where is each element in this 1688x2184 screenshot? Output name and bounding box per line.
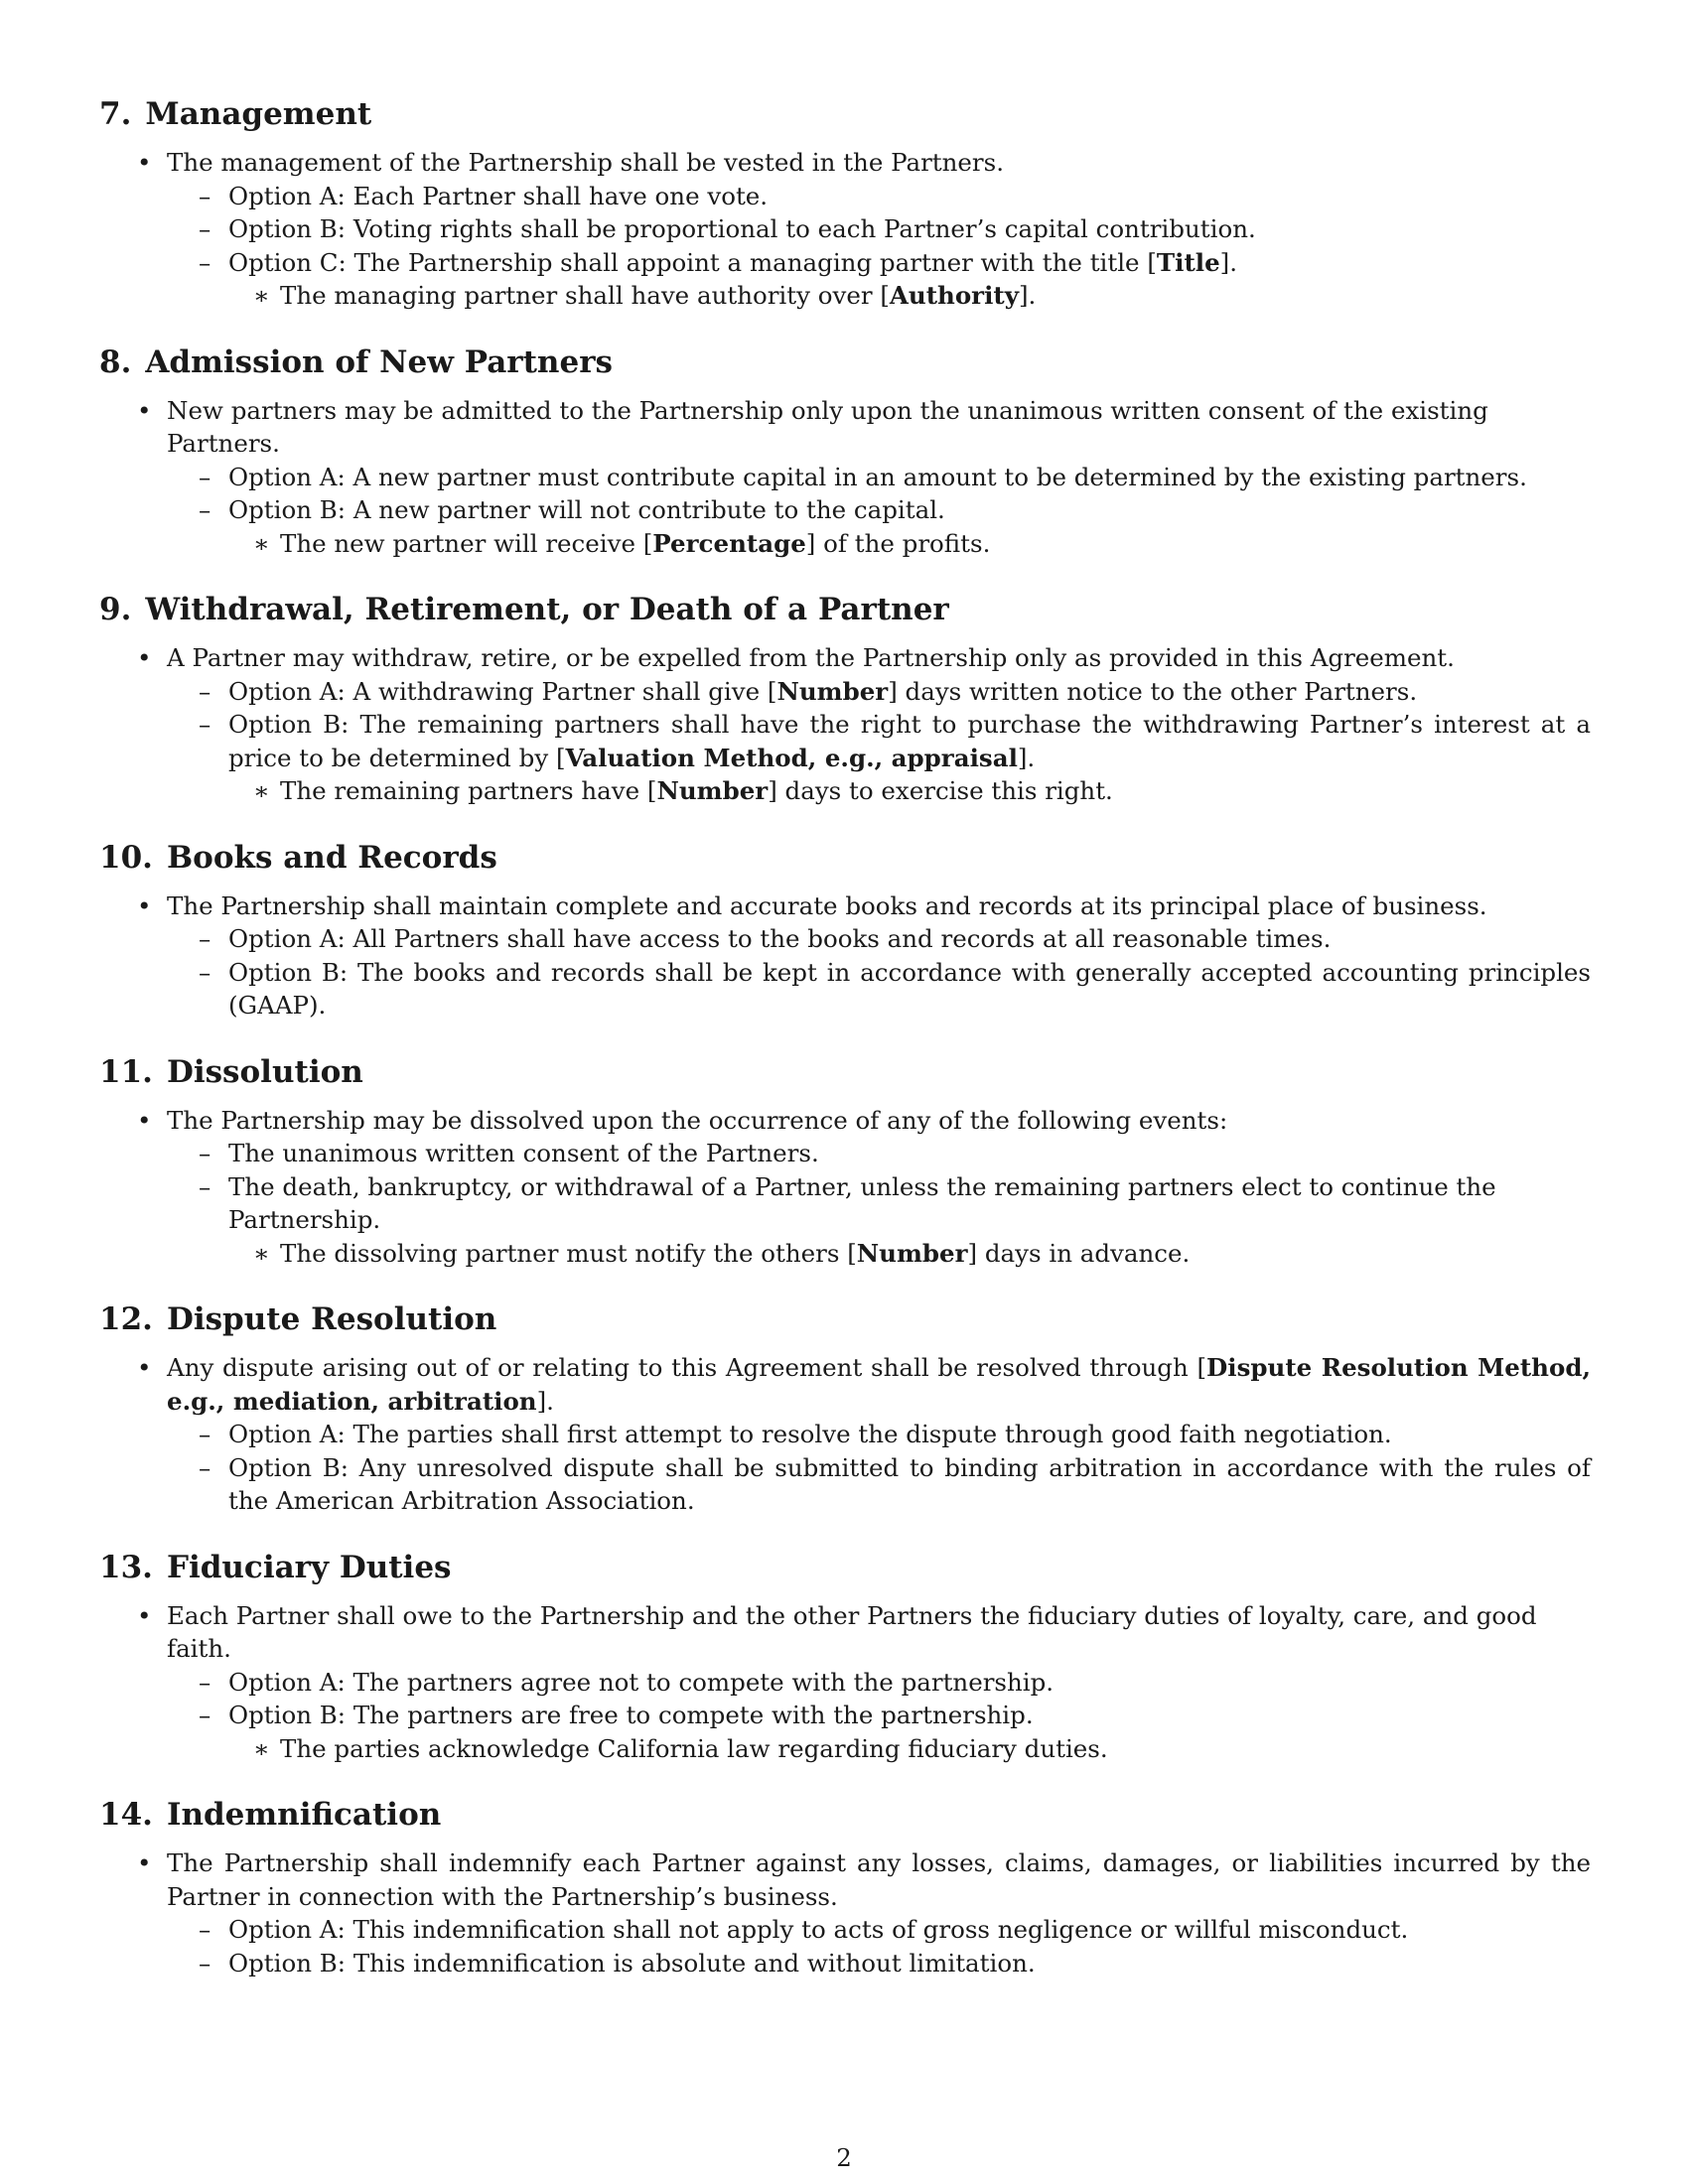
dash-marker: – [199,214,211,243]
section-title: Admission of New Partners [145,343,613,380]
item-text: Option A: The partners agree not to compete with the partnership. [228,1667,1055,1697]
placeholder-field: Dispute Resolution Method, e.g., mediation, arbitration [167,1353,1591,1416]
dash-marker: – [199,1171,211,1201]
item-text: Option A: Each Partner shall have one vote. [228,181,769,210]
placeholder-field: Title [1156,247,1220,277]
item-text: Option C: The Partnership shall appoint a managing partner with the title [ [228,247,1157,277]
section-heading [99,590,1591,629]
dash-marker: – [199,924,211,953]
item-text: The remaining partners have [ [280,776,657,805]
item-text: The Partnership shall maintain complete and accurate books and records at its principal place of business. [167,890,1487,920]
item-text: Option B: The books and records shall be kept in accordance with generally accepted accounting principles (GAAP). [228,957,1591,1020]
dash-marker: – [199,181,211,210]
section-heading [99,838,1591,878]
list-item [199,493,1591,527]
dash-marker: – [199,495,211,524]
item-text: Option B: Voting rights shall be proportional to each Partner’s capital contribution. [228,214,1256,243]
section-title: Management [145,96,372,132]
section-withdrawal [99,590,1591,808]
section-heading [99,94,1591,134]
list-item [199,461,1591,494]
item-text: ]. [1017,743,1036,772]
item-text: The death, bankruptcy, or withdrawal of a Partner, unless the remaining partners elect to continue the Partnership. [228,1171,1496,1234]
section-indemnification [99,1795,1591,1979]
item-text: ] of the profits. [805,528,991,558]
dash-marker: – [199,676,211,706]
section-fiduciary-duties [99,1548,1591,1766]
dash-marker: – [199,957,211,987]
list-item [253,1237,1591,1271]
section-title: Books and Records [166,839,497,876]
list-item [137,1846,1591,1913]
dash-marker: – [199,462,211,491]
dash-marker: – [199,710,211,739]
dash-marker: – [199,1420,211,1448]
list-item [253,279,1591,313]
dash-marker: – [199,1139,211,1167]
item-text: The Partnership shall indemnify each Partner against any losses, claims, damages, or liabilities incurred by the Partner in connection with the Partnership’s business. [167,1848,1591,1911]
list-item [199,956,1591,1023]
item-text: Each Partner shall owe to the Partnership and the other Partners the fiduciary duties of loyalty, care, and good faith. [167,1600,1537,1663]
item-text: New partners may be admitted to the Partnership only upon the unanimous written consent of the existing Partners. [167,395,1488,458]
section-heading [99,1052,1591,1092]
section-books-and-records [99,838,1591,1023]
dash-marker: – [199,1948,211,1978]
item-text: A Partner may withdraw, retire, or be expelled from the Partnership only as provided in this Agreement. [167,643,1455,672]
item-text: ]. [1219,247,1238,277]
list-item [137,889,1591,923]
star-marker: ∗ [253,528,270,558]
placeholder-field: Number [776,676,889,706]
item-text: Option A: A new partner must contribute capital in an amount to be determined by the existing partners. [228,462,1527,491]
section-title: Dissolution [166,1053,363,1090]
star-marker: ∗ [253,776,270,805]
section-number: 9. [99,592,132,627]
item-text: Option B: Any unresolved dispute shall be submitted to binding arbitration in accordance with the rules of the American Arbitration Association. [228,1452,1591,1515]
item-text: Option A: All Partners shall have access to the books and records at all reasonable times. [228,924,1332,953]
item-text: Option B: The partners are free to compete with the partnership. [228,1701,1034,1729]
section-heading [99,342,1591,382]
star-marker: ∗ [253,1733,270,1763]
bullet-marker: • [137,643,152,672]
placeholder-field: Number [656,776,769,805]
item-text: The managing partner shall have authority over [ [280,281,890,310]
dash-marker: – [199,1452,211,1482]
list-item [199,1418,1591,1451]
page-number: 2 [836,2143,852,2172]
section-number: 13. [99,1549,153,1585]
section-number: 11. [99,1053,153,1090]
list-item [199,180,1591,213]
placeholder-field: Valuation Method, e.g., appraisal [565,743,1018,772]
section-dispute-resolution [99,1299,1591,1518]
list-item [199,1699,1591,1732]
bullet-marker: • [137,1353,152,1382]
placeholder-field: Number [856,1238,968,1268]
item-text: Option A: This indemnification shall not apply to acts of gross negligence or willful misconduct. [228,1915,1409,1944]
section-number: 12. [99,1301,153,1337]
bullet-marker: • [137,1848,152,1877]
item-text: Option A: A withdrawing Partner shall give [ [228,676,777,706]
list-item [199,1451,1591,1518]
list-item [199,246,1591,280]
section-title: Fiduciary Duties [166,1549,452,1585]
bullet-marker: • [137,890,152,920]
item-text: ] days written notice to the other Partners. [888,676,1418,706]
item-text: The dissolving partner must notify the others [ [280,1238,857,1268]
section-heading [99,1299,1591,1339]
dash-marker: – [199,1915,211,1944]
item-text: The new partner will receive [ [280,528,653,558]
list-item [137,1599,1591,1666]
list-item [253,1732,1591,1766]
list-item [137,394,1591,461]
list-item [199,1666,1591,1700]
bullet-marker: • [137,395,152,425]
section-dissolution [99,1052,1591,1271]
list-item [199,1947,1591,1980]
item-text: Option A: The parties shall first attempt to resolve the dispute through good faith negotiation. [228,1420,1392,1448]
item-text: Option B: This indemnification is absolute and without limitation. [228,1948,1036,1978]
list-item [137,1104,1591,1138]
item-text: Option B: A new partner will not contribute to the capital. [228,495,945,524]
section-admission-of-new-partners [99,342,1591,561]
placeholder-field: Authority [889,281,1019,310]
section-title: Indemnification [166,1797,442,1833]
star-marker: ∗ [253,1238,270,1268]
star-marker: ∗ [253,281,270,310]
dash-marker: – [199,1701,211,1729]
bullet-marker: • [137,148,152,177]
item-text: The management of the Partnership shall be vested in the Partners. [167,148,1005,177]
placeholder-field: Percentage [652,528,806,558]
section-number: 7. [99,96,132,132]
section-title: Dispute Resolution [166,1301,497,1337]
list-item [137,1351,1591,1418]
bullet-marker: • [137,1105,152,1135]
section-number: 10. [99,839,153,876]
section-heading [99,1795,1591,1835]
item-text: ]. [1018,281,1037,310]
list-item [199,1170,1591,1237]
dash-marker: – [199,247,211,277]
list-item [199,1137,1591,1170]
dash-marker: – [199,1667,211,1697]
list-item [137,146,1591,180]
item-text: The parties acknowledge California law regarding fiduciary duties. [280,1733,1108,1763]
item-text: ] days to exercise this right. [768,776,1113,805]
item-text: The Partnership may be dissolved upon the occurrence of any of the following events: [167,1105,1228,1135]
document-body [99,94,1591,2009]
bullet-marker: • [137,1600,152,1630]
section-number: 8. [99,343,132,380]
section-heading [99,1548,1591,1587]
section-title: Withdrawal, Retirement, or Death of a Partner [145,592,949,627]
list-item [199,212,1591,246]
list-item [199,922,1591,956]
list-item [137,641,1591,675]
item-text: The unanimous written consent of the Partners. [228,1139,819,1167]
item-text: Any dispute arising out of or relating to this Agreement shall be resolved through [ [167,1353,1207,1382]
section-number: 14. [99,1797,153,1833]
list-item [199,675,1591,709]
item-text: ] days in advance. [967,1238,1191,1268]
list-item [199,708,1591,774]
section-management [99,94,1591,313]
item-text: Option B: The remaining partners shall have the right to purchase the withdrawing Partner’s interest at a price to be determined by [ [228,710,1591,772]
item-text: ]. [536,1386,554,1416]
list-item [253,774,1591,808]
list-item [253,527,1591,561]
list-item [199,1913,1591,1947]
